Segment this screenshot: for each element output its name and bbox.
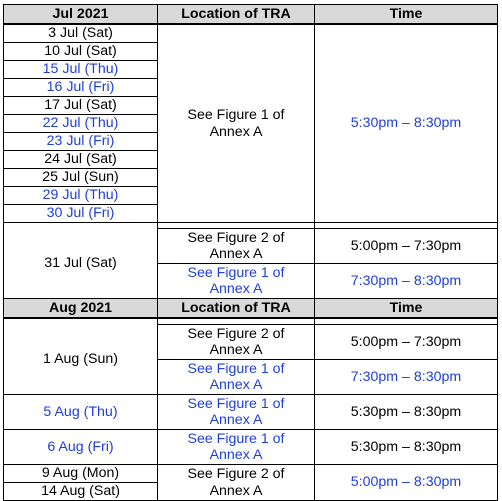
date-cell: 23 Jul (Fri) (4, 133, 158, 151)
date-cell: 25 Jul (Sun) (4, 169, 158, 187)
tra-schedule-table (3, 4, 498, 501)
date-cell: 17 Jul (Sat) (4, 97, 158, 115)
table-row (4, 24, 498, 43)
table-row (4, 325, 498, 360)
date-cell: 9 Aug (Mon) (4, 465, 158, 483)
time-cell: 5:00pm – 7:30pm (315, 229, 498, 264)
time-cell: 5:30pm – 8:30pm (315, 24, 498, 223)
date-cell: 6 Aug (Fri) (4, 430, 158, 465)
location-cell: See Figure 1 of Annex A (158, 24, 315, 223)
time-cell: 5:30pm – 8:30pm (315, 430, 498, 465)
time-cell: 5:00pm – 7:30pm (315, 325, 498, 360)
header-row-jul (4, 5, 498, 25)
header-location: Location of TRA (158, 299, 315, 319)
location-cell: See Figure 2 of Annex A (158, 325, 315, 360)
date-cell: 31 Jul (Sat) (4, 229, 158, 299)
time-cell: 7:30pm – 8:30pm (315, 360, 498, 395)
date-cell: 15 Jul (Thu) (4, 61, 158, 79)
table-row (4, 465, 498, 483)
date-cell: 22 Jul (Thu) (4, 115, 158, 133)
header-time: Time (315, 5, 498, 25)
date-cell: 24 Jul (Sat) (4, 151, 158, 169)
table-row (4, 395, 498, 430)
header-month: Aug 2021 (4, 299, 158, 319)
header-location: Location of TRA (158, 5, 315, 25)
time-cell: 5:30pm – 8:30pm (315, 395, 498, 430)
location-cell: See Figure 1 of Annex A (158, 395, 315, 430)
location-cell: See Figure 1 of Annex A (158, 430, 315, 465)
location-cell: See Figure 1 of Annex A (158, 360, 315, 395)
date-cell: 1 Aug (Sun) (4, 325, 158, 395)
date-cell: 3 Jul (Sat) (4, 24, 158, 43)
date-cell: 30 Jul (Fri) (4, 205, 158, 223)
date-cell: 16 Jul (Fri) (4, 79, 158, 97)
date-cell: 29 Jul (Thu) (4, 187, 158, 205)
location-cell: See Figure 2 of Annex A (158, 465, 315, 501)
date-cell: 14 Aug (Sat) (4, 483, 158, 501)
time-cell: 7:30pm – 8:30pm (315, 264, 498, 299)
location-cell: See Figure 2 of Annex A (158, 229, 315, 264)
header-row-aug (4, 299, 498, 319)
table-row (4, 229, 498, 264)
time-cell: 5:00pm – 8:30pm (315, 465, 498, 501)
location-cell: See Figure 1 of Annex A (158, 264, 315, 299)
date-cell: 10 Jul (Sat) (4, 43, 158, 61)
header-time: Time (315, 299, 498, 319)
date-cell: 5 Aug (Thu) (4, 395, 158, 430)
header-month: Jul 2021 (4, 5, 158, 25)
table-row (4, 430, 498, 465)
